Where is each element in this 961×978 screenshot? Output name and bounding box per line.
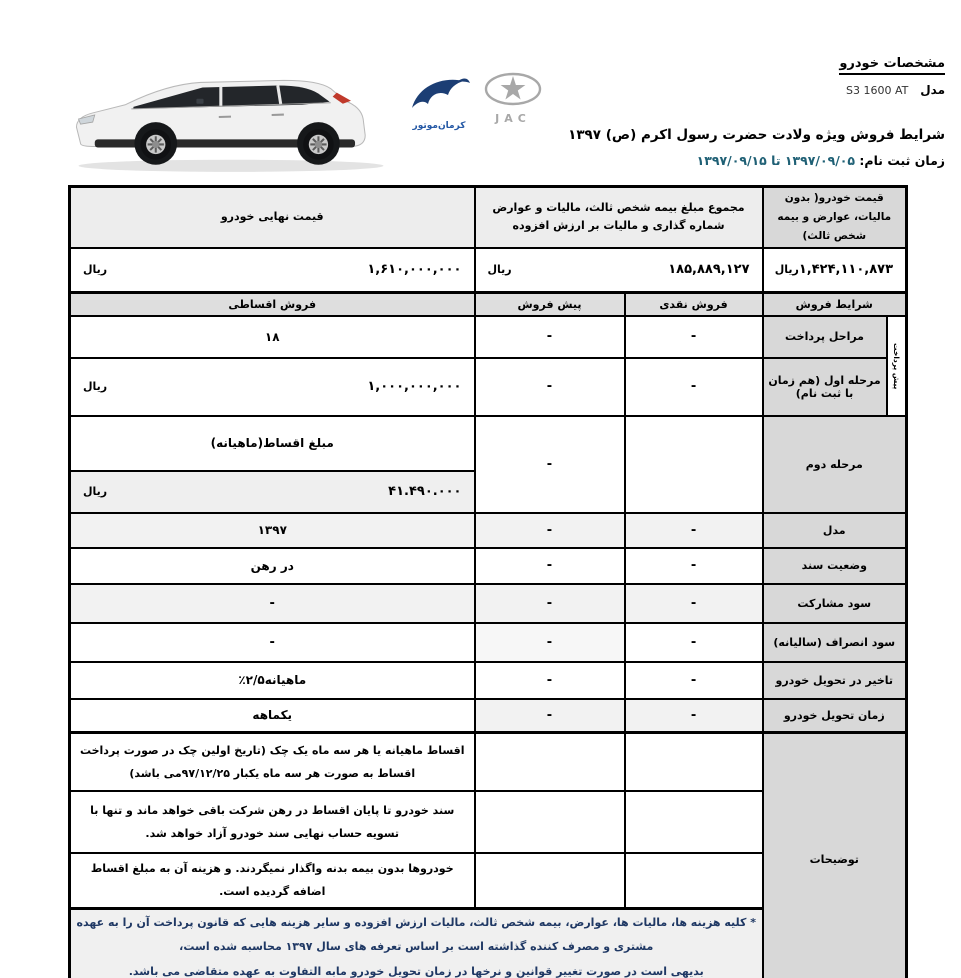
row-label-payment-steps: مراحل پرداخت bbox=[763, 316, 887, 358]
notes-label-cell: توضیحات bbox=[763, 733, 907, 978]
currency-label: ریال bbox=[83, 485, 108, 499]
doc-status-presale bbox=[475, 548, 625, 584]
cancellation-profit-cash bbox=[625, 623, 763, 662]
registration-label: زمان ثبت نام: bbox=[859, 153, 945, 168]
dash-value: - bbox=[546, 329, 553, 345]
row-label-stage1: مرحله اول (هم زمان با ثبت نام) bbox=[763, 358, 887, 416]
note2-presale-empty bbox=[475, 791, 625, 853]
tax-total-cell bbox=[475, 248, 763, 293]
base-price-header: قیمت خودرو( بدون مالیات، عوارض و بیمه شخص ثالث) bbox=[763, 187, 907, 248]
sale-title: شرایط فروش ویژه ولادت حضرت رسول اکرم (ص) ۱۳۹۷ bbox=[568, 127, 945, 143]
note-row-3: خودروها بدون بیمه بدنه واگذار نمیگردند. و هزینه آن به مبلغ اقساط اضافه گردیده است. bbox=[70, 853, 475, 909]
dash-value: - bbox=[690, 634, 697, 650]
row-label-cancellation-profit: سود انصراف (سالیانه) bbox=[763, 623, 907, 662]
dash-value: - bbox=[690, 329, 697, 345]
delivery-time-presale bbox=[475, 699, 625, 733]
dash-value: - bbox=[690, 595, 697, 611]
dash-value: - bbox=[690, 522, 697, 538]
model-cash bbox=[625, 513, 763, 548]
note3-cash-empty bbox=[625, 853, 763, 909]
installment-steps-value: ۱۸ bbox=[264, 329, 280, 344]
dash-value: - bbox=[546, 522, 553, 538]
final-price-header: قیمت نهایی خودرو bbox=[70, 187, 475, 248]
specs-title: مشخصات خودرو bbox=[839, 56, 945, 75]
dash-value: - bbox=[546, 595, 553, 611]
tax-total-header: مجموع مبلغ بیمه شخص ثالث، مالیات و عوارض شماره گذاری و مالیات بر ارزش افزوده bbox=[475, 187, 763, 248]
model-presale bbox=[475, 513, 625, 548]
doc-status-cash bbox=[625, 548, 763, 584]
currency-label: ریال bbox=[83, 380, 108, 394]
stage2-installment-title-cell bbox=[70, 416, 475, 471]
dash-value: - bbox=[546, 634, 553, 650]
final-price-value: ۱,۶۱۰,۰۰۰,۰۰۰ bbox=[367, 262, 462, 278]
note3-presale-empty bbox=[475, 853, 625, 909]
note-row-2: سند خودرو تا پایان اقساط در رهن شرکت باقی خواهد ماند و تنها با تسویه حساب نهایی سند خودرو آزاد خواهد شد. bbox=[70, 791, 475, 853]
column-header-presale: پیش فروش bbox=[475, 293, 625, 316]
dash-value: - bbox=[546, 456, 553, 472]
delivery-time-value: یکماهه bbox=[252, 708, 293, 723]
car-illustration bbox=[66, 56, 396, 178]
currency-label: ریال bbox=[487, 263, 512, 277]
delivery-delay-value: ٪۲/۵ماهیانه bbox=[238, 673, 307, 688]
payment-steps-cash bbox=[625, 316, 763, 358]
note2-cash-empty bbox=[625, 791, 763, 853]
stage2-amount-cell bbox=[70, 471, 475, 513]
delivery-delay-cash bbox=[625, 662, 763, 699]
stage1-presale bbox=[475, 358, 625, 416]
footer-note-cell bbox=[70, 909, 763, 978]
kerman-logo-text: کرمان‌موتور bbox=[412, 121, 466, 131]
stage2-presale bbox=[475, 416, 625, 513]
kerman-dolphin-icon bbox=[406, 72, 472, 116]
base-price-value: ۱,۴۲۴,۱۱۰,۸۷۳ bbox=[798, 262, 894, 278]
jac-logo bbox=[482, 70, 544, 125]
payment-steps-presale bbox=[475, 316, 625, 358]
dash-value: - bbox=[269, 634, 275, 650]
partnership-profit-cash bbox=[625, 584, 763, 623]
model-label: مدل bbox=[920, 83, 945, 97]
currency-label: ریال bbox=[774, 263, 799, 277]
row-label-stage2: مرحله دوم bbox=[763, 416, 907, 513]
model-installment bbox=[70, 513, 475, 548]
dash-value: - bbox=[690, 558, 697, 574]
row-label-partnership-profit: سود مشارکت bbox=[763, 584, 907, 623]
doc-status-value: در رهن bbox=[250, 558, 294, 573]
stage2-cash bbox=[625, 416, 763, 513]
header-block bbox=[568, 52, 945, 168]
note1-cash-empty bbox=[625, 733, 763, 791]
delivery-time-installment bbox=[70, 699, 475, 733]
dash-value: - bbox=[269, 595, 275, 611]
note-row-1: اقساط ماهیانه یا هر سه ماه یک چک (تاریخ اولین چک در صورت پرداخت اقساط به صورت هر سه ماه یکبار ۹۷/۱۲/۲۵می باشد) bbox=[70, 733, 475, 791]
dash-value: - bbox=[690, 379, 697, 395]
row-label-delivery-delay: تاخیر در تحویل خودرو bbox=[763, 662, 907, 699]
model-year-value: ۱۳۹۷ bbox=[257, 523, 287, 538]
footer-line-2: بدیهی است در صورت تغییر قوانین و نرخها در زمان تحویل خودرو مابه التفاوت به عهده متقاضی می باشد. bbox=[128, 964, 704, 978]
currency-label: ریال bbox=[83, 263, 108, 277]
doc-status-installment bbox=[70, 548, 475, 584]
stage1-amount-cell bbox=[70, 358, 475, 416]
dash-value: - bbox=[546, 672, 553, 688]
delivery-time-cash bbox=[625, 699, 763, 733]
jac-star-icon bbox=[482, 70, 544, 108]
footer-line-1: * کلیه هزینه ها، مالیات ها، عوارض، بیمه شخص ثالث، مالیات ارزش افزوده و سایر هزینه هایی که قانون پرداخت آن را به عهده مشتری و مصرف کننده گذاشته است بر اساس تعرفه های سال ۱۳۹۷ محاسبه شده است، bbox=[76, 916, 757, 954]
row-label-doc-status: وضعیت سند bbox=[763, 548, 907, 584]
car-image bbox=[66, 56, 396, 178]
sales-conditions-table bbox=[68, 185, 908, 978]
partnership-profit-presale bbox=[475, 584, 625, 623]
stage1-cash bbox=[625, 358, 763, 416]
dash-value: - bbox=[690, 672, 697, 688]
column-header-cash: فروش نقدی bbox=[625, 293, 763, 316]
registration-period: ۱۳۹۷/۰۹/۰۵ تا ۱۳۹۷/۰۹/۱۵ bbox=[696, 153, 856, 168]
partnership-profit-installment bbox=[70, 584, 475, 623]
dash-value: - bbox=[546, 558, 553, 574]
payment-steps-installment bbox=[70, 316, 475, 358]
column-header-conditions: شرایط فروش bbox=[763, 293, 907, 316]
cancellation-profit-installment bbox=[70, 623, 475, 662]
stage2-amount: ۴۱.۴۹۰.۰۰۰ bbox=[388, 484, 462, 500]
final-price-cell bbox=[70, 248, 475, 293]
cancellation-profit-presale bbox=[475, 623, 625, 662]
row-label-delivery-time: زمان تحویل خودرو bbox=[763, 699, 907, 733]
prepayment-vertical-cell bbox=[887, 316, 907, 416]
base-price-cell bbox=[763, 248, 907, 293]
stage1-amount: ۱,۰۰۰,۰۰۰,۰۰۰ bbox=[367, 379, 462, 395]
dash-value: - bbox=[546, 707, 553, 723]
registration-line bbox=[568, 153, 945, 168]
model-line bbox=[568, 83, 945, 97]
row-label-model: مدل bbox=[763, 513, 907, 548]
column-header-installment: فروش اقساطی bbox=[70, 293, 475, 316]
prepayment-vertical-label: پیش پرداخت bbox=[892, 342, 902, 389]
kerman-motor-logo bbox=[406, 72, 472, 131]
model-value: S3 1600 AT bbox=[846, 84, 909, 97]
dash-value: - bbox=[690, 707, 697, 723]
dash-value: - bbox=[546, 379, 553, 395]
tax-total-value: ۱۸۵,۸۸۹,۱۲۷ bbox=[668, 262, 750, 278]
delivery-delay-installment bbox=[70, 662, 475, 699]
jac-logo-text: JAC bbox=[495, 112, 531, 125]
delivery-delay-presale bbox=[475, 662, 625, 699]
stage2-installment-title: مبلغ اقساط(ماهیانه) bbox=[210, 436, 334, 451]
note1-presale-empty bbox=[475, 733, 625, 791]
